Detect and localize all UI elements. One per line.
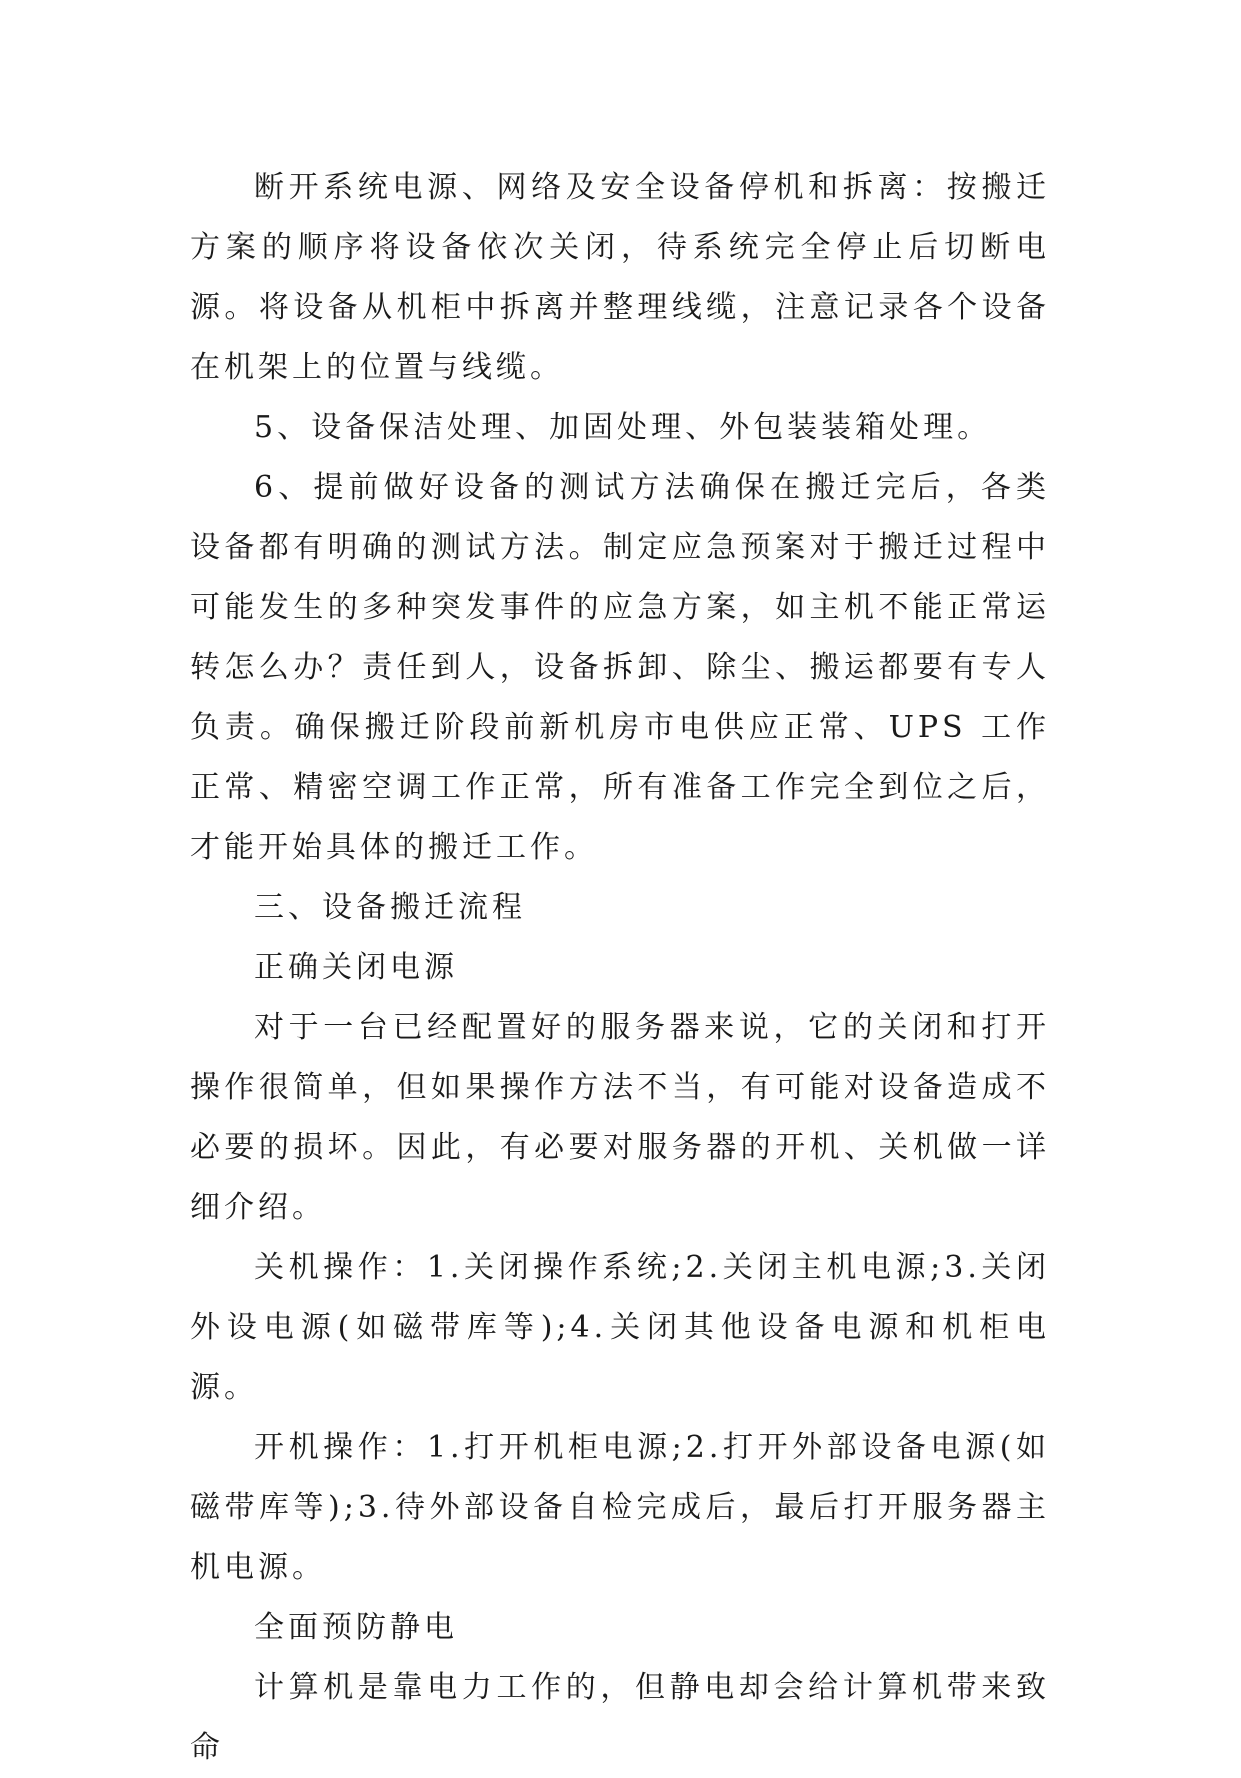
paragraph-item-5: 5、设备保洁处理、加固处理、外包装装箱处理。: [254, 410, 992, 445]
document-body: [190, 158, 1050, 1778]
paragraph-shutdown-steps: 关机操作：1.关闭操作系统;2.关闭主机电源;3.关闭外设电源(如磁带库等);4.关闭其他设备电源和机柜电源。: [190, 1250, 1050, 1405]
paragraph-server-intro: 对于一台已经配置好的服务器来说，它的关闭和打开操作很简单，但如果操作方法不当，有可能对设备造成不必要的损坏。因此，有必要对服务器的开机、关机做一详细介绍。: [190, 1010, 1050, 1225]
paragraph-static-intro: 计算机是靠电力工作的，但静电却会给计算机带来致命: [190, 1670, 1050, 1765]
paragraph-startup-steps: 开机操作：1.打开机柜电源;2.打开外部设备电源(如磁带库等);3.待外部设备自检完成后，最后打开服务器主机电源。: [190, 1430, 1050, 1585]
paragraph-power-off: 断开系统电源、网络及安全设备停机和拆离：按搬迁方案的顺序将设备依次关闭，待系统完全停止后切断电源。将设备从机柜中拆离并整理线缆，注意记录各个设备在机架上的位置与线缆。: [190, 170, 1050, 385]
subheading-power: 正确关闭电源: [254, 950, 458, 985]
paragraph-item-6: 6、提前做好设备的测试方法确保在搬迁完后，各类设备都有明确的测试方法。制定应急预案对于搬迁过程中可能发生的多种突发事件的应急方案，如主机不能正常运转怎么办？责任到人，设备拆卸、除尘、搬运都要有专人负责。确保搬迁阶段前新机房市电供应正常、UPS 工作正常、精密空调工作正常，所有准备工作完全到位之后，才能开始具体的搬迁工作。: [190, 470, 1050, 865]
subheading-static: 全面预防静电: [254, 1610, 458, 1645]
section-heading-3: 三、设备搬迁流程: [254, 890, 526, 925]
